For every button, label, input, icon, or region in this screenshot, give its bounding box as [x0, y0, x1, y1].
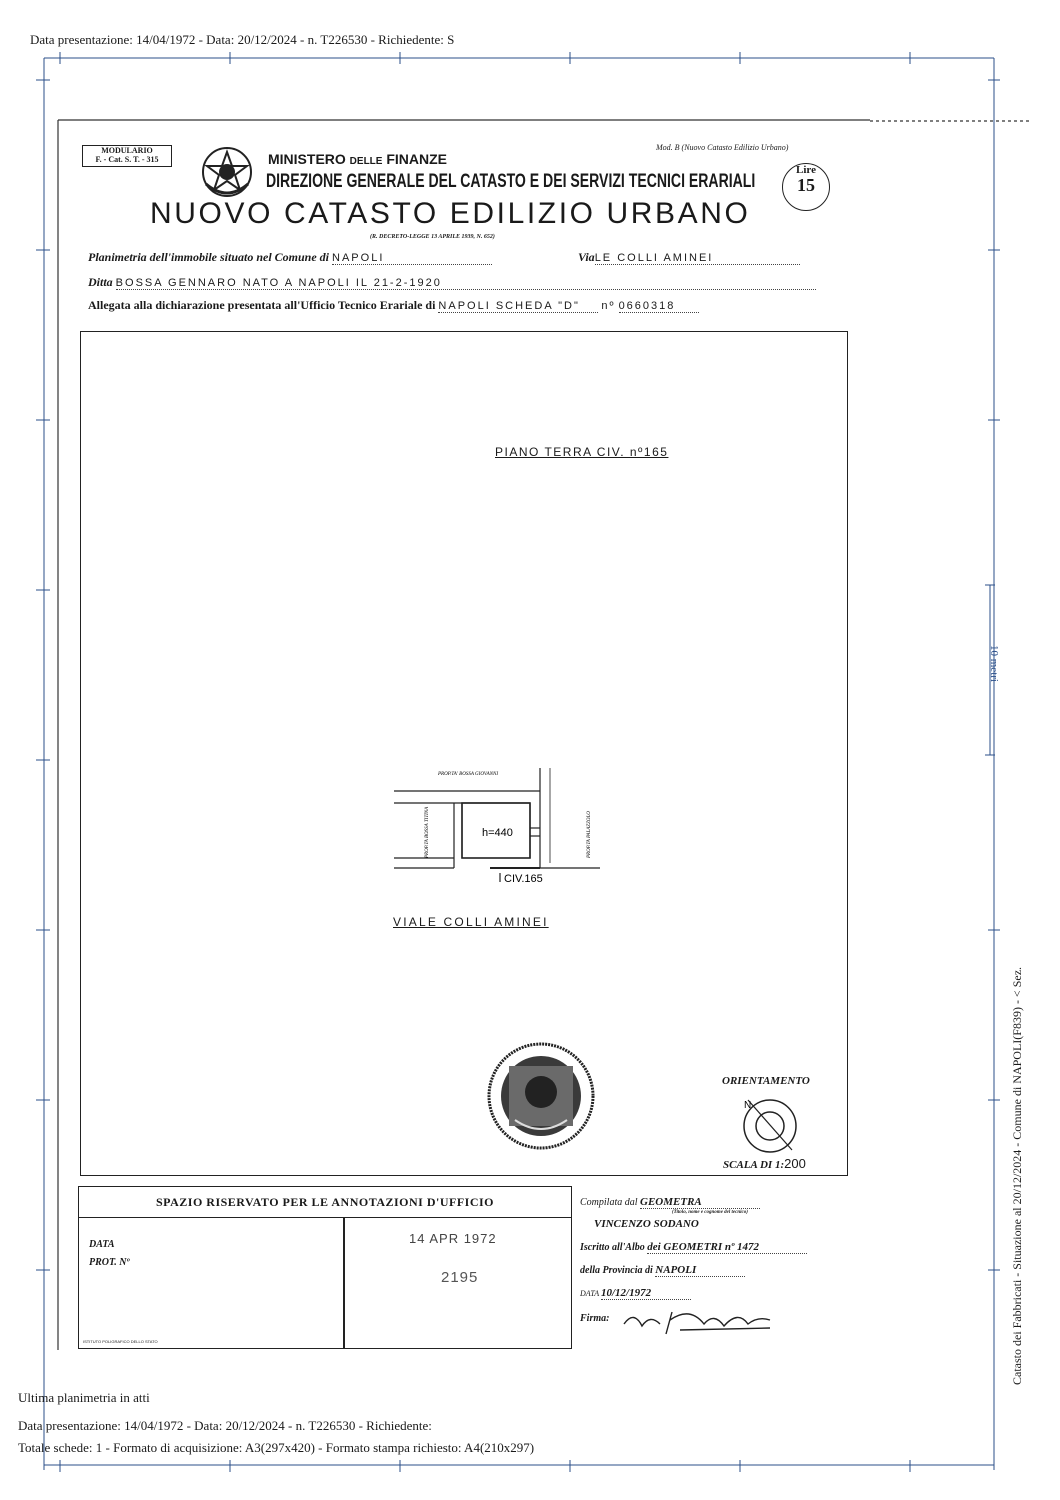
provincia-line [580, 1264, 745, 1277]
annot-data-label: DATA [89, 1239, 115, 1250]
data-line [580, 1287, 691, 1300]
scala-text: SCALA DI 1: [723, 1159, 785, 1171]
lire-value: 15 [797, 175, 815, 195]
page-title: NUOVO CATASTO EDILIZIO URBANO [150, 197, 751, 230]
lire-stamp [782, 163, 830, 211]
compilata-sub: (Titolo, nome e cognome del tecnico) [672, 1210, 748, 1215]
albo-label: Iscritto all'Albo [580, 1242, 645, 1253]
compilata-line [580, 1196, 760, 1209]
ditta-line [88, 275, 816, 290]
prop-left: PROP.TA BOSSA TITINA [425, 806, 430, 858]
footer-line-2: Data presentazione: 14/04/1972 - Data: 20/12/2024 - n. T226530 - Richiedente: [18, 1418, 432, 1433]
compilata-data-label: DATA [580, 1289, 599, 1298]
ministero-main: MINISTERO [268, 151, 346, 167]
allegata-n-label: nº [601, 300, 616, 312]
planimetria-label: Planimetria dell'immobile situato nel Comune di [88, 250, 330, 264]
side-scale-label: 10 metri [988, 645, 1000, 682]
decreto-note: (R. DECRETO-LEGGE 13 APRILE 1939, N. 652) [370, 234, 495, 240]
compilata-data-value: 10/12/1972 [601, 1287, 691, 1300]
protocol-number: 2195 [441, 1269, 479, 1286]
ditta-value: BOSSA GENNARO NATO A NAPOLI IL 21-2-1920 [116, 277, 816, 290]
allegata-n-value: 0660318 [619, 300, 699, 313]
piano-label: PIANO TERRA CIV. nº165 [495, 445, 669, 459]
footer-line-1: Ultima planimetria in atti [18, 1390, 150, 1405]
modulario-box [82, 145, 172, 167]
tecnico-name: VINCENZO SODANO [594, 1218, 699, 1230]
ministero-rest: FINANZE [386, 151, 448, 167]
floor-plan [390, 758, 605, 888]
annotazioni-divider [343, 1217, 345, 1348]
side-status-text: Catasto dei Fabbricati - Situazione al 20/12/2024 - Comune di NAPOLI(F839) - < Sez. [1010, 966, 1024, 1385]
modulario-label: MODULARIO [101, 146, 153, 155]
provincia-label: della Provincia di [580, 1265, 653, 1276]
annot-prot-label: PROT. Nº [89, 1257, 130, 1268]
street-label: VIALE COLLI AMINEI [393, 915, 549, 929]
compass-icon [740, 1092, 800, 1154]
annotazioni-box [78, 1186, 572, 1349]
scala-value: 200 [784, 1156, 806, 1171]
document-header: Data presentazione: 14/04/1972 - Data: 20/12/2024 - n. T226530 - Richiedente: S [30, 32, 455, 47]
compilata-label: Compilata dal [580, 1197, 638, 1208]
scala-label [723, 1156, 806, 1171]
via-value: LE COLLI AMINEI [595, 252, 800, 265]
annotazioni-heading: SPAZIO RISERVATO PER LE ANNOTAZIONI D'UFFICIO [79, 1187, 571, 1218]
orientamento-label: ORIENTAMENTO [722, 1075, 810, 1087]
prop-right: PROP.TA PALAZZOLO [587, 811, 592, 858]
compilata-value: GEOMETRA [640, 1196, 760, 1209]
ministero-small: DELLE [349, 156, 383, 167]
drawing-frame [80, 331, 848, 1176]
via-label: Via [578, 250, 595, 264]
signature [620, 1300, 780, 1340]
prop-top: PROP.TA' BOSSA GIOVANNI [438, 772, 498, 777]
office-seal-stamp [485, 1040, 597, 1152]
allegata-label: Allegata alla dichiarazione presentata all'Ufficio Tecnico Erariale di [88, 298, 436, 312]
ditta-label: Ditta [88, 275, 113, 289]
via-line [578, 250, 800, 265]
mod-b-label: Mod. B (Nuovo Catasto Edilizio Urbano) [656, 143, 789, 152]
planimetria-line [88, 250, 492, 265]
ministero-heading [268, 151, 447, 167]
allegata-value: NAPOLI SCHEDA "D" [438, 300, 598, 313]
allegata-line [88, 298, 699, 313]
lire-label: Lire [796, 164, 816, 176]
received-date-stamp: 14 APR 1972 [409, 1231, 497, 1246]
direzione-heading: DIREZIONE GENERALE DEL CATASTO E DEI SERVIZI TECNICI ERARIALI [266, 171, 756, 192]
footer-line-3: Totale schede: 1 - Formato di acquisizione: A3(297x420) - Formato stampa richiesto: A4(210x297) [18, 1440, 535, 1455]
room-height: h=440 [482, 827, 513, 839]
comune-value: NAPOLI [332, 252, 492, 265]
istituto-note: ISTITUTO POLIGRAFICO DELLO STATO [83, 1339, 158, 1344]
firma-label: Firma: [580, 1313, 610, 1324]
albo-line [580, 1241, 807, 1254]
civico-label: CIV.165 [504, 873, 543, 885]
north-label: N [744, 1100, 752, 1111]
provincia-value: NAPOLI [655, 1264, 745, 1277]
state-emblem [198, 144, 256, 200]
albo-value: dei GEOMETRI nº 1472 [647, 1241, 807, 1254]
modulario-code: F. - Cat. S. T. - 315 [95, 155, 159, 164]
